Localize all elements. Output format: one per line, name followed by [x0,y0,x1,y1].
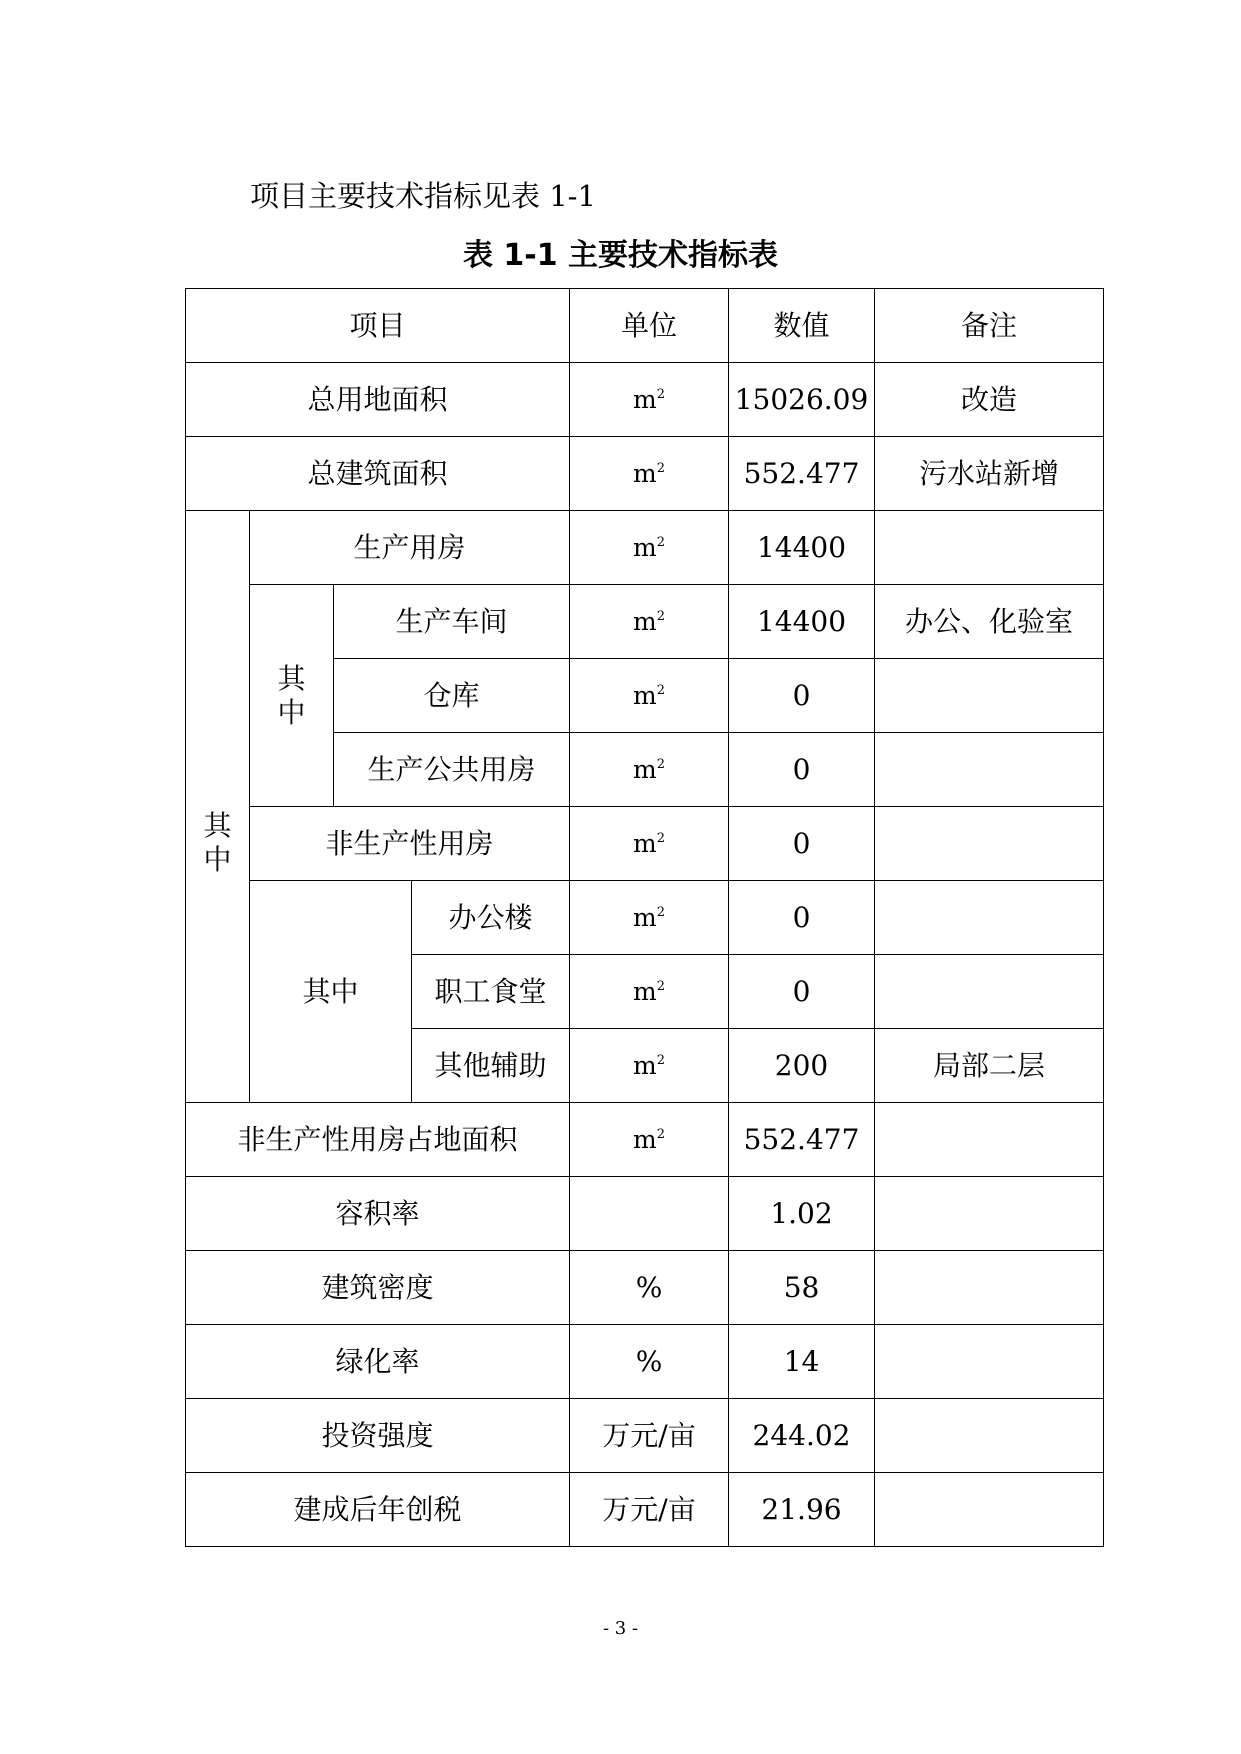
row-note [875,807,1104,881]
table-row [186,807,1104,881]
table-row [186,1251,1104,1325]
row-value: 200 [729,1029,875,1103]
row-note [875,1473,1104,1547]
row-unit: $m^2$ [570,363,729,437]
group-label-inner: 其 中 [250,585,334,807]
row-unit: $m^2$ [570,807,729,881]
table-row [186,363,1104,437]
row-value: 552.477 [729,437,875,511]
row-value: 0 [729,955,875,1029]
row-unit: 万元/亩 [570,1399,729,1473]
row-value: 15026.09 [729,363,875,437]
row-value: 0 [729,733,875,807]
row-unit: $m^2$ [570,659,729,733]
row-label: 建成后年创税 [186,1473,570,1547]
row-unit [570,1177,729,1251]
row-unit: $m^2$ [570,437,729,511]
row-label: 容积率 [186,1177,570,1251]
row-value: 0 [729,807,875,881]
page-number: - 3 - [602,1618,639,1639]
table-row [186,585,1104,659]
table-row [186,1399,1104,1473]
row-label: 非生产性用房占地面积 [186,1103,570,1177]
table-row [186,437,1104,511]
row-value: 14 [729,1325,875,1399]
row-value: 14400 [729,585,875,659]
table-row [186,881,1104,955]
row-label: 办公楼 [412,881,570,955]
table-row [186,511,1104,585]
row-label: 非生产性用房 [250,807,570,881]
row-unit: $m^2$ [570,585,729,659]
header-unit: 单位 [570,289,729,363]
row-label: 建筑密度 [186,1251,570,1325]
row-note [875,1325,1104,1399]
table-row [186,1325,1104,1399]
row-label: 生产车间 [334,585,570,659]
intro-paragraph: 项目主要技术指标见表 1-1 [250,179,596,213]
technical-indicators-table [185,288,1104,1547]
row-value: 0 [729,659,875,733]
row-value: 21.96 [729,1473,875,1547]
header-value: 数值 [729,289,875,363]
row-label: 总建筑面积 [186,437,570,511]
row-unit: $m^2$ [570,733,729,807]
table-row [186,1177,1104,1251]
row-label: 生产公共用房 [334,733,570,807]
row-value: 244.02 [729,1399,875,1473]
table-row [186,1103,1104,1177]
row-note: 办公、化验室 [875,585,1104,659]
row-note: 局部二层 [875,1029,1104,1103]
row-value: 58 [729,1251,875,1325]
row-note [875,511,1104,585]
table-header-row [186,289,1104,363]
row-label: 绿化率 [186,1325,570,1399]
row-label: 投资强度 [186,1399,570,1473]
row-label: 总用地面积 [186,363,570,437]
row-label: 仓库 [334,659,570,733]
row-unit: $m^2$ [570,955,729,1029]
row-label: 职工食堂 [412,955,570,1029]
row-note: 污水站新增 [875,437,1104,511]
header-item: 项目 [186,289,570,363]
row-label: 生产用房 [250,511,570,585]
row-unit: $m^2$ [570,511,729,585]
row-unit: $m^2$ [570,1029,729,1103]
row-note [875,881,1104,955]
row-note [875,1251,1104,1325]
row-unit: % [570,1325,729,1399]
header-note: 备注 [875,289,1104,363]
row-unit: $m^2$ [570,881,729,955]
sub-group-label: 其中 [250,881,412,1103]
row-note [875,659,1104,733]
row-note [875,955,1104,1029]
row-note [875,1177,1104,1251]
empty-cell [186,511,250,585]
row-unit: $m^2$ [570,1103,729,1177]
group-label-outer: 其 中 [186,585,250,1103]
row-label: 其他辅助 [412,1029,570,1103]
row-value: 552.477 [729,1103,875,1177]
row-note [875,1103,1104,1177]
row-unit: 万元/亩 [570,1473,729,1547]
row-note [875,733,1104,807]
row-value: 0 [729,881,875,955]
row-value: 1.02 [729,1177,875,1251]
table-caption: 表 1-1 主要技术指标表 [462,238,779,273]
row-note: 改造 [875,363,1104,437]
row-unit: % [570,1251,729,1325]
table-row [186,1473,1104,1547]
row-note [875,1399,1104,1473]
row-value: 14400 [729,511,875,585]
